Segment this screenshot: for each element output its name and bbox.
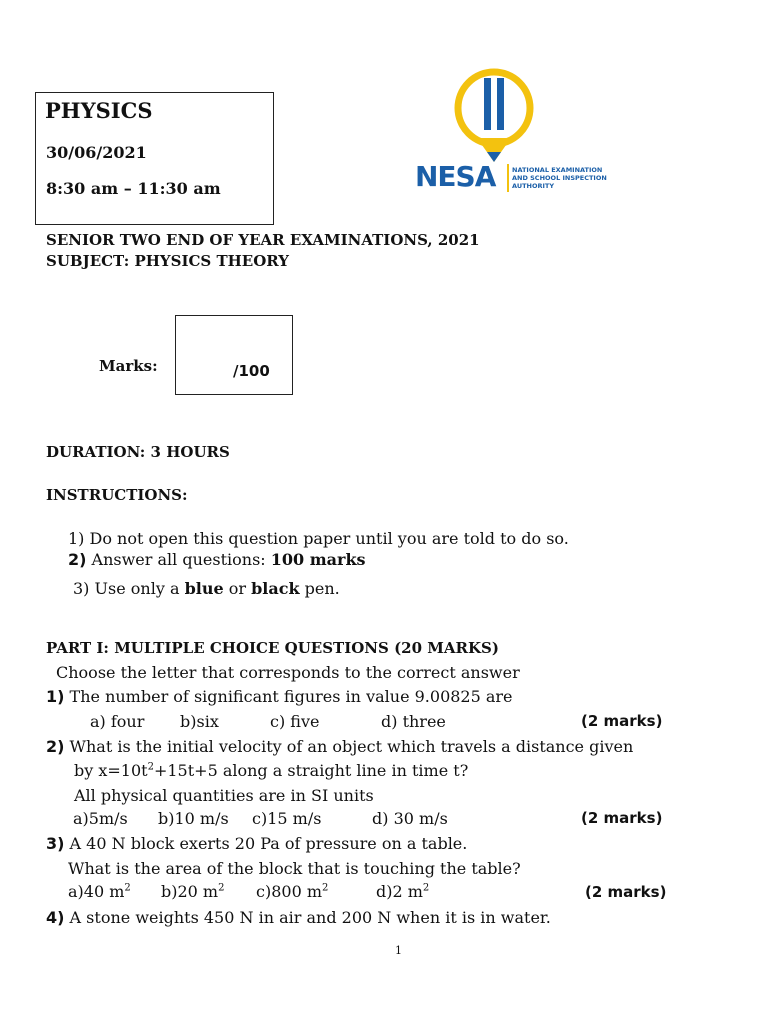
question-3 [46, 834, 467, 853]
q3-option-b-text: b)20 m [161, 882, 219, 901]
instruction-2 [68, 550, 366, 569]
q3-option-c-sup: 2 [322, 882, 329, 894]
logo-name: NESA [415, 160, 496, 193]
q2-option-b: b)10 m/s [158, 809, 229, 828]
instruction-3 [73, 579, 340, 598]
instruction-3-end: pen. [299, 579, 340, 598]
marks-box [175, 315, 293, 395]
q2-option-a: a)5m/s [73, 809, 128, 828]
logo-line1: NATIONAL EXAMINATION [512, 166, 603, 174]
instruction-3-black: black [251, 579, 300, 598]
part1-intro: Choose the letter that corresponds to the correct answer [56, 663, 520, 682]
part1-heading: PART I: MULTIPLE CHOICE QUESTIONS (20 MARKS) [46, 639, 499, 657]
q1-option-c: c) five [270, 712, 320, 731]
question-3-text: A 40 N block exerts 20 Pa of pressure on a table. [64, 834, 468, 853]
question-4-number: 4) [46, 908, 65, 927]
nesa-logo [415, 66, 615, 196]
instruction-2-bold: 100 marks [270, 550, 366, 569]
logo-divider [507, 164, 509, 192]
q2-equation-sup: 2 [147, 761, 154, 773]
question-1 [46, 687, 513, 706]
page-number: 1 [395, 944, 402, 957]
q2-option-c: c)15 m/s [252, 809, 322, 828]
marks-label: Marks: [99, 357, 158, 375]
q2-option-d: d) 30 m/s [372, 809, 448, 828]
question-2-text: What is the initial velocity of an object which travels a distance given [64, 737, 634, 756]
question-1-text: The number of significant figures in value 9.00825 are [64, 687, 513, 706]
q1-option-a: a) four [90, 712, 145, 731]
question-3-line2: What is the area of the block that is touching the table? [68, 859, 521, 878]
q3-option-c [256, 882, 328, 901]
instruction-3-blue: blue [184, 579, 224, 598]
question-4-text: A stone weights 450 N in air and 200 N when it is in water. [64, 908, 551, 927]
question-4 [46, 908, 551, 927]
q1-option-d: d) three [381, 712, 446, 731]
instruction-1 [68, 529, 569, 548]
duration: DURATION: 3 HOURS [46, 443, 230, 461]
q3-option-d-text: d)2 m [376, 882, 423, 901]
exam-time: 8:30 am – 11:30 am [46, 179, 221, 198]
logo-line3: AUTHORITY [512, 182, 555, 190]
logo-line2: AND SCHOOL INSPECTION [512, 174, 607, 182]
question-2-line2 [74, 761, 468, 780]
q3-option-b-sup: 2 [218, 882, 225, 894]
q1-option-b: b)six [180, 712, 219, 731]
exam-title: SENIOR TWO END OF YEAR EXAMINATIONS, 2021 [46, 231, 480, 249]
instructions-heading: INSTRUCTIONS: [46, 486, 188, 504]
instruction-1-text: 1) Do not open this question paper until you are told to do so. [68, 529, 569, 548]
q3-marks: (2 marks) [585, 883, 667, 901]
q3-option-b [161, 882, 224, 901]
exam-date: 30/06/2021 [46, 143, 147, 162]
question-1-number: 1) [46, 687, 65, 706]
q2-equation-pre: by x=10t [74, 761, 148, 780]
q3-option-a-sup: 2 [124, 882, 131, 894]
question-2-number: 2) [46, 737, 65, 756]
instruction-3-text: 3) Use only a [73, 579, 185, 598]
q2-equation-post: +15t+5 along a straight line in time t? [153, 761, 469, 780]
q3-option-d [376, 882, 429, 901]
marks-total: /100 [233, 362, 270, 380]
instruction-2-number: 2) [68, 550, 87, 569]
exam-subject-line: SUBJECT: PHYSICS THEORY [46, 252, 289, 270]
subject-title: PHYSICS [45, 98, 153, 123]
question-3-number: 3) [46, 834, 65, 853]
q3-option-a-text: a)40 m [68, 882, 125, 901]
instruction-2-text: Answer all questions: [86, 550, 271, 569]
q2-marks: (2 marks) [581, 809, 663, 827]
q3-option-a [68, 882, 131, 901]
q3-option-c-text: c)800 m [256, 882, 322, 901]
q1-marks: (2 marks) [581, 712, 663, 730]
question-2 [46, 737, 633, 756]
q3-option-d-sup: 2 [422, 882, 430, 894]
question-2-line3: All physical quantities are in SI units [74, 786, 374, 805]
instruction-3-or: or [223, 579, 252, 598]
